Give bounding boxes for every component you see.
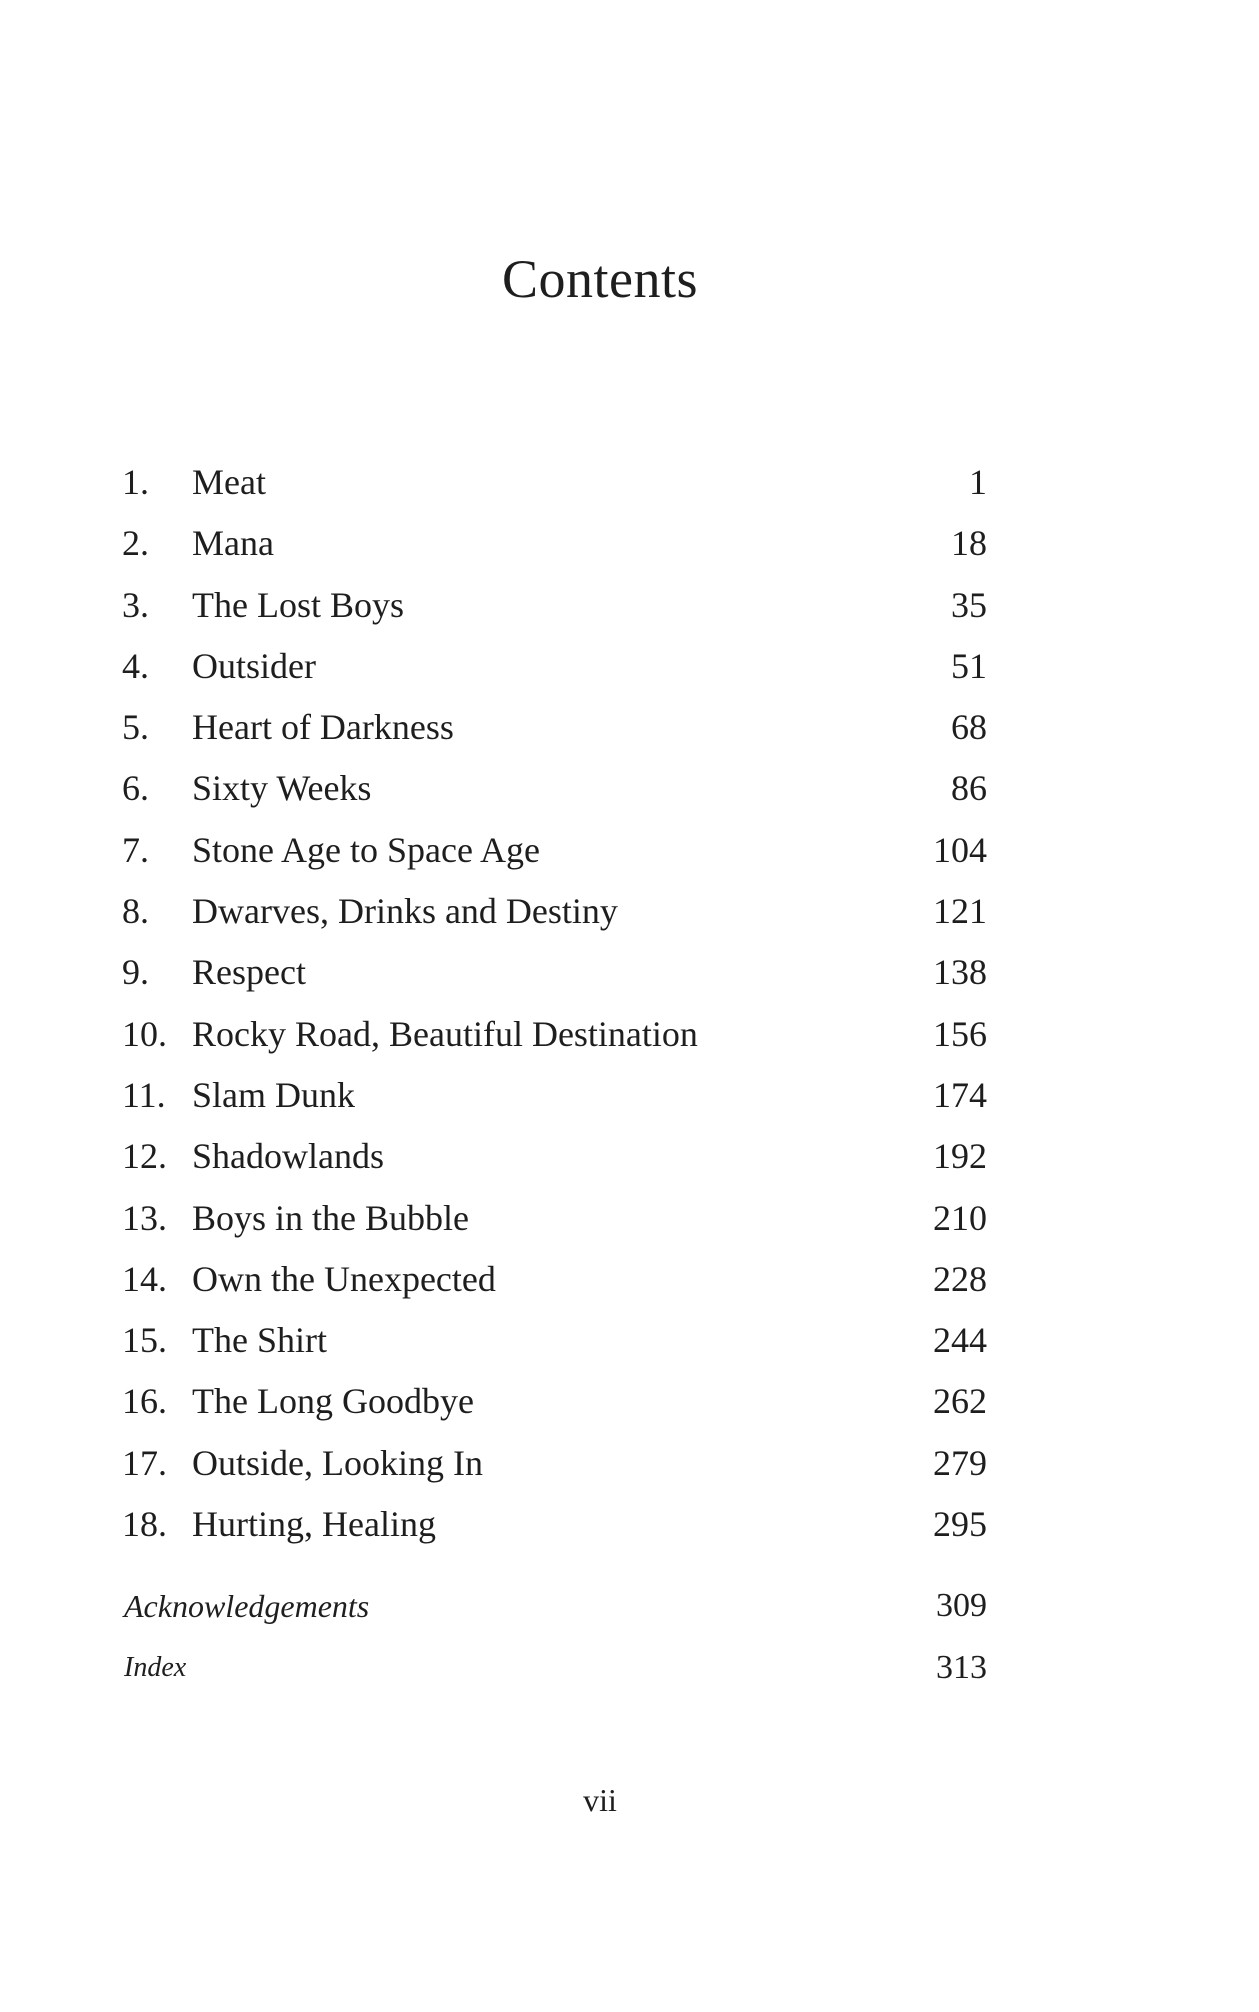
chapter-page: 104 <box>933 829 987 870</box>
chapter-page: 51 <box>951 645 987 686</box>
chapter-page: 295 <box>933 1504 987 1545</box>
chapter-page: 138 <box>933 952 987 993</box>
toc-row[interactable] <box>122 575 987 636</box>
toc-row[interactable] <box>122 1249 987 1310</box>
chapter-page: 35 <box>951 584 987 625</box>
chapter-title: The Long Goodbye <box>192 1381 474 1422</box>
chapter-title: Outside, Looking In <box>192 1442 483 1483</box>
back-matter-list <box>122 1575 987 1699</box>
toc-row[interactable] <box>122 513 987 574</box>
chapter-page: 210 <box>933 1197 987 1238</box>
chapter-title: Own the Unexpected <box>192 1258 496 1299</box>
toc-row[interactable] <box>122 1065 987 1126</box>
chapter-page: 192 <box>933 1136 987 1177</box>
chapter-title: Hurting, Healing <box>192 1504 436 1545</box>
chapter-number: 16. <box>122 1381 167 1422</box>
toc-row[interactable] <box>122 697 987 758</box>
toc-row[interactable] <box>122 820 987 881</box>
toc-row[interactable] <box>122 636 987 697</box>
chapter-page: 86 <box>951 768 987 809</box>
back-matter-page: 313 <box>936 1649 987 1686</box>
chapter-title: Shadowlands <box>192 1136 384 1177</box>
chapter-page: 18 <box>951 523 987 564</box>
toc-row[interactable] <box>122 1371 987 1432</box>
toc-row[interactable] <box>122 1494 987 1555</box>
chapter-number: 7. <box>122 829 149 870</box>
toc-row[interactable] <box>122 1433 987 1494</box>
chapter-number: 15. <box>122 1320 167 1361</box>
chapter-page: 244 <box>933 1320 987 1361</box>
back-matter-row[interactable] <box>122 1575 987 1637</box>
toc-row[interactable] <box>122 942 987 1003</box>
chapter-number: 14. <box>122 1258 167 1299</box>
chapter-number: 9. <box>122 952 149 993</box>
chapter-number: 10. <box>122 1013 167 1054</box>
chapter-list <box>122 452 987 1555</box>
chapter-number: 4. <box>122 645 149 686</box>
chapter-number: 18. <box>122 1504 167 1545</box>
back-matter-title: Acknowledgements <box>124 1588 370 1624</box>
chapter-title: The Shirt <box>192 1320 327 1361</box>
chapter-number: 1. <box>122 462 149 502</box>
chapter-page: 174 <box>933 1074 987 1115</box>
chapter-number: 3. <box>122 584 149 625</box>
chapter-page: 262 <box>933 1381 987 1422</box>
chapter-page: 68 <box>951 707 987 748</box>
back-matter-page: 309 <box>936 1587 987 1624</box>
chapter-number: 8. <box>122 891 149 932</box>
chapter-number: 13. <box>122 1197 167 1238</box>
chapter-title: The Lost Boys <box>192 584 404 625</box>
chapter-title: Mana <box>192 523 274 564</box>
toc-row[interactable] <box>122 1004 987 1065</box>
toc-row[interactable] <box>122 452 987 513</box>
chapter-page: 121 <box>933 891 987 932</box>
chapter-title: Meat <box>192 462 266 502</box>
chapter-title: Rocky Road, Beautiful Destination <box>192 1013 698 1054</box>
chapter-title: Outsider <box>192 645 316 686</box>
toc-row[interactable] <box>122 1188 987 1249</box>
back-matter-title: Index <box>124 1652 187 1683</box>
toc-row[interactable] <box>122 1126 987 1187</box>
chapter-number: 17. <box>122 1442 167 1483</box>
chapter-title: Heart of Darkness <box>192 707 454 748</box>
chapter-title: Slam Dunk <box>192 1074 356 1115</box>
chapter-number: 12. <box>122 1136 167 1177</box>
chapter-number: 2. <box>122 523 149 564</box>
page-title: Contents <box>501 249 698 309</box>
back-matter-row[interactable] <box>122 1637 987 1699</box>
page-number: vii <box>583 1782 617 1818</box>
chapter-page: 279 <box>933 1442 987 1483</box>
toc-row[interactable] <box>122 1310 987 1371</box>
chapter-page: 156 <box>933 1013 987 1054</box>
toc-row[interactable] <box>122 758 987 819</box>
chapter-title: Sixty Weeks <box>192 768 372 809</box>
chapter-number: 6. <box>122 768 149 809</box>
chapter-number: 11. <box>122 1074 166 1115</box>
chapter-page: 228 <box>933 1258 987 1299</box>
chapter-page: 1 <box>969 462 987 502</box>
toc-row[interactable] <box>122 881 987 942</box>
chapter-title: Dwarves, Drinks and Destiny <box>192 891 618 932</box>
chapter-title: Respect <box>192 952 306 993</box>
chapter-number: 5. <box>122 707 149 748</box>
chapter-title: Boys in the Bubble <box>192 1197 469 1238</box>
chapter-title: Stone Age to Space Age <box>192 829 540 870</box>
